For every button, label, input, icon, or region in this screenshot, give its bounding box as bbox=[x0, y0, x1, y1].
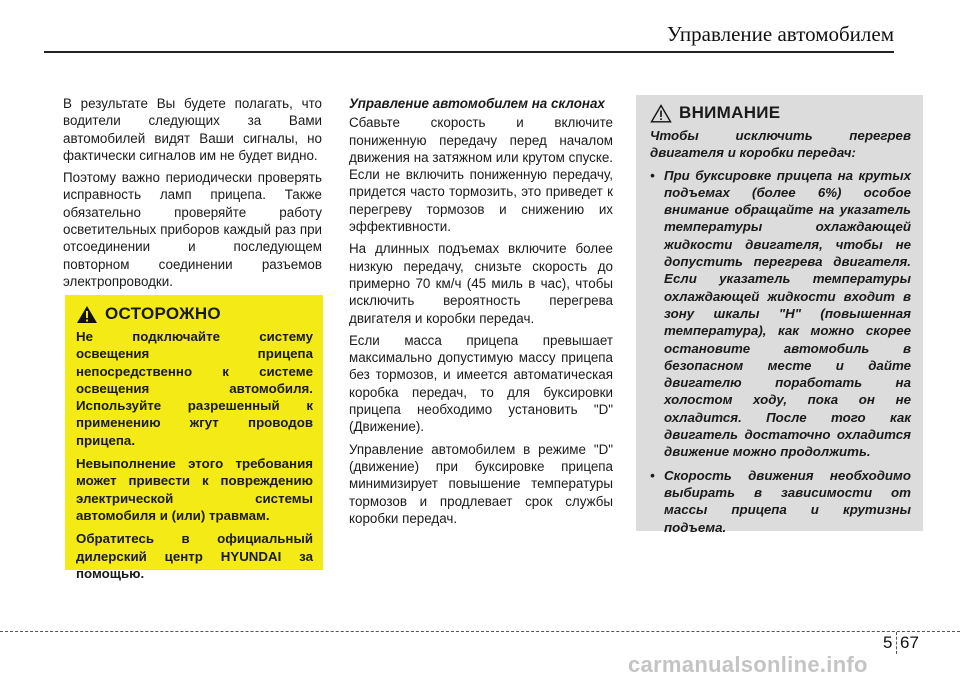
attention-list bbox=[650, 167, 911, 536]
bullet: • bbox=[650, 167, 655, 183]
paragraph: Если масса прицепа превышает максимально допустимую массу прицепа без тормозов, и имеется автоматическая коробка передач, то для буксировки прицепа необходимо установить "D" (Движение). bbox=[349, 332, 613, 435]
caution-title-row bbox=[76, 304, 313, 324]
column-left bbox=[63, 95, 322, 295]
list-item-text: При буксировке прицепа на крутых подъемах (более 6%) особое внимание обращайте на указатель температуры охлаждающей жидкости двигателя, чтобы не допустить перегрева двигателя. Если указатель температуры охлаждающей жидкости входит в зону шкалы "H" (повышенная температура), как можно скорее остановите автомобиль в безопасном месте и дайте двигателю поработать на холостом ходу, пока он не охладится. После того как двигатель достаточно охладится движение можно продолжить. bbox=[664, 167, 911, 460]
caution-paragraph: Обратитесь в официальный дилерский центр HYUNDAI за помощью. bbox=[76, 531, 313, 581]
list-item bbox=[650, 467, 911, 536]
attention-intro: Чтобы исключить перегрев двигателя и коробки передач: bbox=[650, 128, 911, 161]
watermark: carmanualsonline.info bbox=[628, 652, 868, 677]
warning-triangle-icon bbox=[650, 104, 672, 123]
chapter-number: 5 bbox=[883, 633, 893, 652]
bullet: • bbox=[650, 467, 655, 483]
attention-title: ВНИМАНИЕ bbox=[679, 103, 781, 122]
paragraph: Сбавьте скорость и включите пониженную передачу перед началом движения на затяжном или крутом спуске. Если не включить пониженную передачу, придется часто тормозить, это приведет к перегреву тормозов и снижению их эффективности. bbox=[349, 115, 613, 235]
caution-paragraph: Невыполнение этого требования может привести к повреждению электрической системы автомобиля и (или) травмам. bbox=[76, 456, 313, 523]
paragraph: В результате Вы будете полагать, что водители следующих за Вами автомобилей видят Ваши сигналы, но фактически сигналов им не будет видно. bbox=[63, 96, 322, 163]
paragraph: Поэтому важно периодически проверять исправность ламп прицепа. Также обязательно проверяйте работу осветительных приборов каждый раз при отсоединении и последующем повторном соединении разъемов электропроводки. bbox=[63, 170, 322, 289]
caution-box bbox=[65, 295, 323, 581]
header-rule bbox=[44, 51, 894, 53]
warning-triangle-icon bbox=[76, 305, 98, 324]
paragraph: На длинных подъемах включите более низкую передачу, снизьте скорость до примерно 70 км/ч (45 миль в час), чтобы исключить вероятность перегрева двигателя и коробки передач. bbox=[349, 241, 613, 326]
paragraph: Управление автомобилем в режиме "D" (движение) при буксировке прицепа минимизирует повышение температуры тормозов и продлевает срок службы коробки передач. bbox=[349, 441, 613, 526]
list-item bbox=[650, 167, 911, 461]
attention-box bbox=[636, 95, 923, 535]
page-header-title: Управление автомобилем bbox=[666, 22, 894, 46]
section-heading: Управление автомобилем на склонах bbox=[349, 96, 605, 111]
page-number-separator bbox=[896, 632, 898, 654]
footer-rule bbox=[0, 631, 960, 632]
attention-title-row bbox=[650, 103, 911, 123]
page-number: 67 bbox=[900, 633, 919, 652]
list-item-text: Скорость движения необходимо выбирать в зависимости от массы прицепа и крутизны подъема. bbox=[664, 467, 911, 535]
caution-title: ОСТОРОЖНО bbox=[105, 304, 221, 323]
caution-paragraph: Не подключайте систему освещения прицепа непосредственно к системе освещения автомобиля. Используйте разрешенный к применению жгут проводов прицепа. bbox=[76, 329, 313, 448]
column-middle bbox=[349, 95, 613, 532]
